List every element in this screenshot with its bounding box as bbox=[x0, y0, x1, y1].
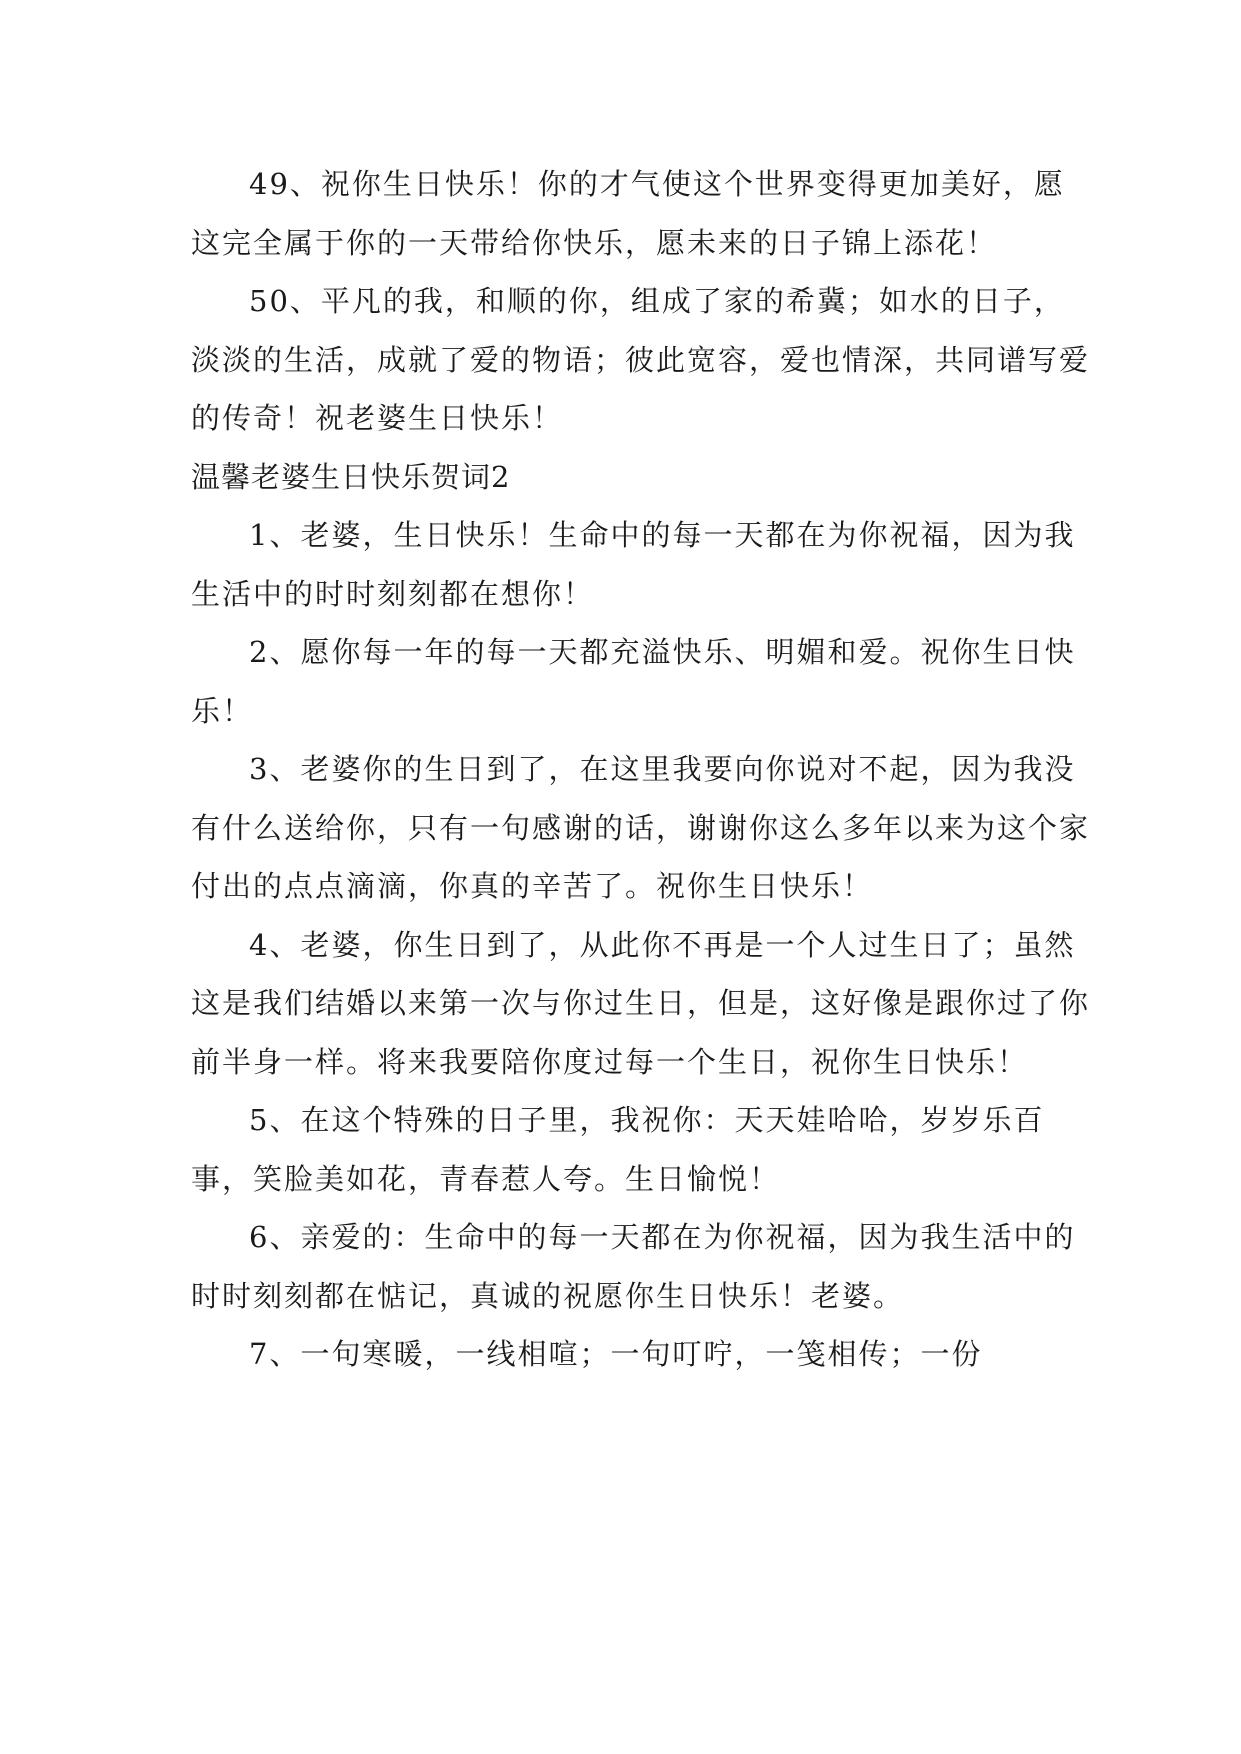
paragraph-5: 5、在这个特殊的日子里，我祝你：天天娃哈哈，岁岁乐百事，笑脸美如花，青春惹人夸。生日愉悦！ bbox=[191, 1103, 1045, 1196]
paragraph-6: 6、亲爱的：生命中的每一天都在为你祝福，因为我生活中的时时刻刻都在惦记，真诚的祝愿你生日快乐！老婆。 bbox=[191, 1220, 1076, 1313]
paragraph-50: 50、平凡的我，和顺的你，组成了家的希冀；如水的日子，淡淡的生活，成就了爱的物语；彼此宽容，爱也情深，共同谱写爱的传奇！祝老婆生日快乐！ bbox=[191, 284, 1091, 435]
section-heading: 温馨老婆生日快乐贺词2 bbox=[191, 459, 511, 494]
paragraph-4: 4、老婆，你生日到了，从此你不再是一个人过生日了；虽然这是我们结婚以来第一次与你过生日，但是，这好像是跟你过了你前半身一样。将来我要陪你度过每一个生日，祝你生日快乐！ bbox=[191, 927, 1091, 1079]
paragraph-2: 2、愿你每一年的每一天都充溢快乐、明媚和爱。祝你生日快乐！ bbox=[191, 635, 1076, 728]
paragraph-3: 3、老婆你的生日到了，在这里我要向你说对不起，因为我没有什么送给你，只有一句感谢的话，谢谢你这么多年以来为这个家付出的点点滴滴，你真的辛苦了。祝你生日快乐！ bbox=[191, 752, 1091, 903]
document-page bbox=[191, 155, 1091, 1384]
paragraph-49: 49、祝你生日快乐！你的才气使这个世界变得更加美好，愿这完全属于你的一天带给你快乐，愿未来的日子锦上添花！ bbox=[191, 167, 1065, 260]
paragraph-7: 7、一句寒暖，一线相喧；一句叮咛，一笺相传；一份 bbox=[249, 1337, 983, 1371]
paragraph-1: 1、老婆，生日快乐！生命中的每一天都在为你祝福，因为我生活中的时时刻刻都在想你！ bbox=[191, 518, 1076, 611]
